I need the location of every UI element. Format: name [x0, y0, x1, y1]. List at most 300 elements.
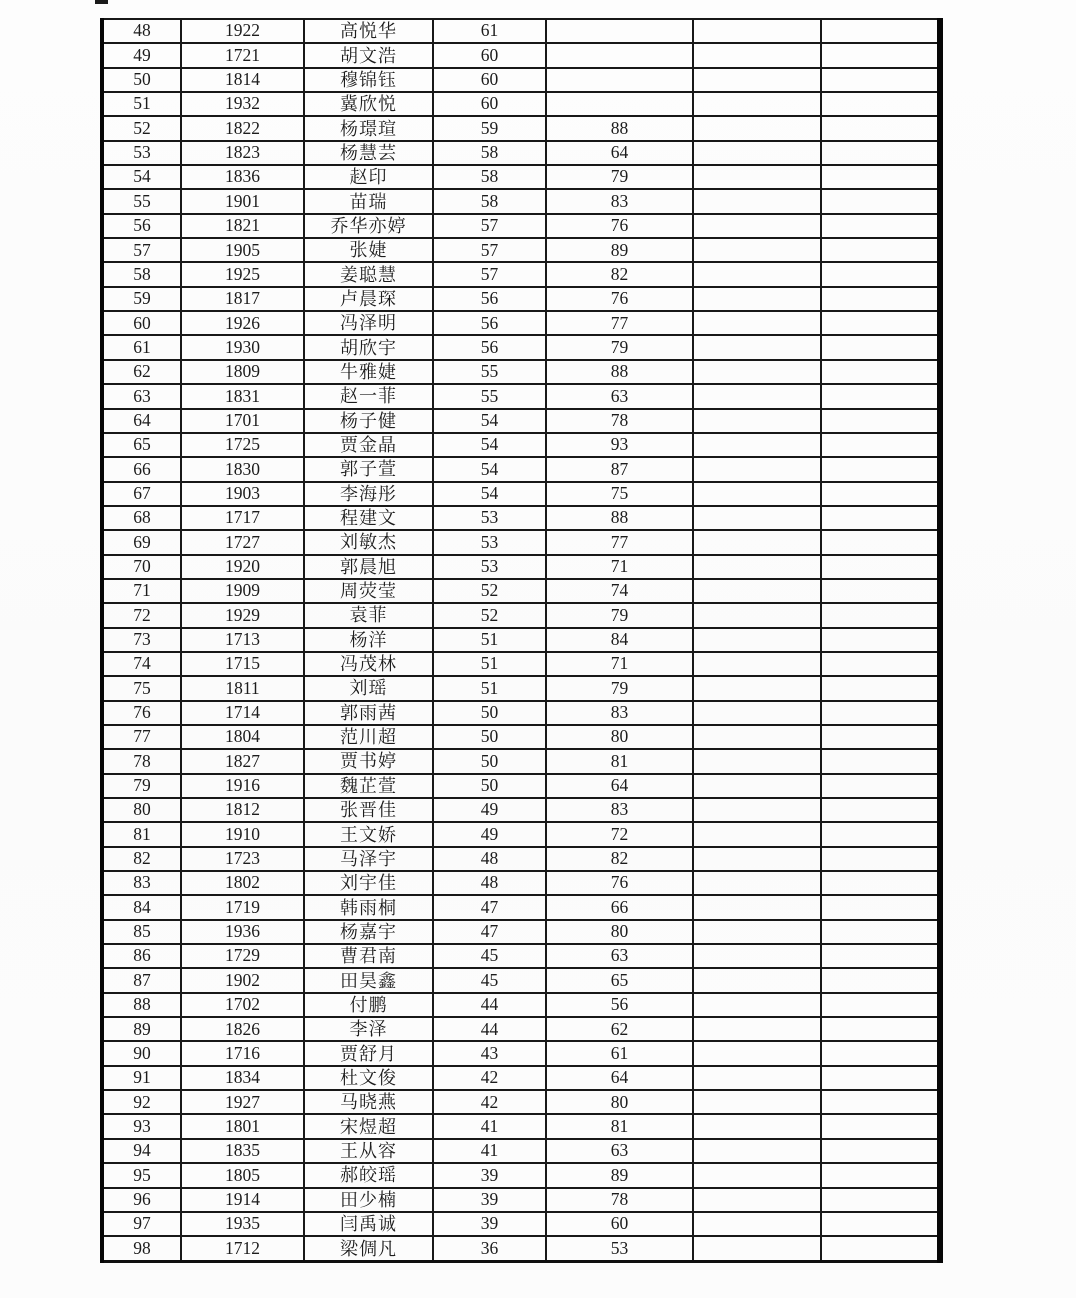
name-cell: 梁倜凡: [304, 1236, 433, 1261]
score-table-body: [102, 19, 940, 1262]
score2-cell: 88: [546, 360, 693, 384]
empty-cell-1: [693, 262, 821, 286]
empty-cell-1: [693, 847, 821, 871]
student-id-cell: 1713: [181, 628, 304, 652]
student-id-cell: 1802: [181, 871, 304, 895]
name-cell: 杨嘉宇: [304, 920, 433, 944]
empty-cell-2: [821, 1188, 940, 1212]
score1-cell: 51: [433, 628, 546, 652]
score1-cell: 53: [433, 506, 546, 530]
score1-cell: 60: [433, 43, 546, 67]
score2-cell: 72: [546, 822, 693, 846]
table-row: [102, 457, 940, 481]
student-id-cell: 1801: [181, 1114, 304, 1138]
table-row: [102, 287, 940, 311]
score2-cell: 62: [546, 1017, 693, 1041]
empty-cell-1: [693, 189, 821, 213]
table-row: [102, 968, 940, 992]
rank-cell: 61: [102, 335, 181, 359]
student-id-cell: 1823: [181, 141, 304, 165]
table-row: [102, 141, 940, 165]
empty-cell-2: [821, 822, 940, 846]
table-row: [102, 676, 940, 700]
score2-cell: 79: [546, 335, 693, 359]
score2-cell: 63: [546, 1139, 693, 1163]
student-id-cell: 1926: [181, 311, 304, 335]
rank-cell: 63: [102, 384, 181, 408]
rank-cell: 72: [102, 603, 181, 627]
score2-cell: 76: [546, 214, 693, 238]
student-id-cell: 1714: [181, 701, 304, 725]
empty-cell-2: [821, 993, 940, 1017]
empty-cell-2: [821, 262, 940, 286]
score2-cell: 88: [546, 116, 693, 140]
empty-cell-2: [821, 214, 940, 238]
empty-cell-1: [693, 360, 821, 384]
score2-cell: 75: [546, 482, 693, 506]
rank-cell: 87: [102, 968, 181, 992]
name-cell: 杜文俊: [304, 1066, 433, 1090]
empty-cell-2: [821, 920, 940, 944]
empty-cell-2: [821, 92, 940, 116]
table-row: [102, 895, 940, 919]
score1-cell: 55: [433, 384, 546, 408]
score2-cell: 83: [546, 189, 693, 213]
score1-cell: 41: [433, 1139, 546, 1163]
score1-cell: 44: [433, 1017, 546, 1041]
student-id-cell: 1814: [181, 68, 304, 92]
empty-cell-2: [821, 1017, 940, 1041]
empty-cell-1: [693, 19, 821, 43]
score2-cell: 61: [546, 1041, 693, 1065]
empty-cell-2: [821, 944, 940, 968]
table-row: [102, 1114, 940, 1138]
score2-cell: 89: [546, 1163, 693, 1187]
empty-cell-1: [693, 238, 821, 262]
empty-cell-1: [693, 871, 821, 895]
rank-cell: 60: [102, 311, 181, 335]
empty-cell-2: [821, 384, 940, 408]
table-row: [102, 1041, 940, 1065]
table-row: [102, 360, 940, 384]
student-id-cell: 1830: [181, 457, 304, 481]
student-id-cell: 1717: [181, 506, 304, 530]
empty-cell-1: [693, 968, 821, 992]
rank-cell: 97: [102, 1212, 181, 1236]
score1-cell: 57: [433, 214, 546, 238]
rank-cell: 66: [102, 457, 181, 481]
score1-cell: 39: [433, 1212, 546, 1236]
table-row: [102, 749, 940, 773]
table-row: [102, 506, 940, 530]
score1-cell: 53: [433, 530, 546, 554]
rank-cell: 79: [102, 774, 181, 798]
score1-cell: 61: [433, 19, 546, 43]
student-id-cell: 1716: [181, 1041, 304, 1065]
empty-cell-1: [693, 822, 821, 846]
empty-cell-1: [693, 457, 821, 481]
rank-cell: 94: [102, 1139, 181, 1163]
empty-cell-2: [821, 968, 940, 992]
table-row: [102, 1163, 940, 1187]
score2-cell: 79: [546, 676, 693, 700]
score2-cell: 74: [546, 579, 693, 603]
empty-cell-1: [693, 701, 821, 725]
empty-cell-1: [693, 749, 821, 773]
rank-cell: 83: [102, 871, 181, 895]
score1-cell: 58: [433, 141, 546, 165]
score1-cell: 48: [433, 871, 546, 895]
empty-cell-2: [821, 43, 940, 67]
name-cell: 贾书婷: [304, 749, 433, 773]
rank-cell: 85: [102, 920, 181, 944]
rank-cell: 98: [102, 1236, 181, 1261]
rank-cell: 49: [102, 43, 181, 67]
student-id-cell: 1935: [181, 1212, 304, 1236]
empty-cell-1: [693, 579, 821, 603]
score2-cell: 64: [546, 774, 693, 798]
name-cell: 贾金晶: [304, 433, 433, 457]
rank-cell: 75: [102, 676, 181, 700]
rank-cell: 59: [102, 287, 181, 311]
score2-cell: 77: [546, 311, 693, 335]
name-cell: 王从容: [304, 1139, 433, 1163]
score2-cell: 65: [546, 968, 693, 992]
student-id-cell: 1831: [181, 384, 304, 408]
rank-cell: 90: [102, 1041, 181, 1065]
rank-cell: 93: [102, 1114, 181, 1138]
student-id-cell: 1902: [181, 968, 304, 992]
rank-cell: 48: [102, 19, 181, 43]
empty-cell-2: [821, 530, 940, 554]
empty-cell-1: [693, 555, 821, 579]
score1-cell: 59: [433, 116, 546, 140]
student-id-cell: 1835: [181, 1139, 304, 1163]
student-id-cell: 1903: [181, 482, 304, 506]
student-id-cell: 1805: [181, 1163, 304, 1187]
score2-cell: 89: [546, 238, 693, 262]
score2-cell: 81: [546, 749, 693, 773]
score2-cell: [546, 68, 693, 92]
student-id-cell: 1927: [181, 1090, 304, 1114]
table-row: [102, 725, 940, 749]
empty-cell-1: [693, 482, 821, 506]
empty-cell-1: [693, 1188, 821, 1212]
student-id-cell: 1914: [181, 1188, 304, 1212]
score2-cell: 71: [546, 555, 693, 579]
score2-cell: 82: [546, 847, 693, 871]
empty-cell-2: [821, 895, 940, 919]
table-row: [102, 433, 940, 457]
empty-cell-1: [693, 676, 821, 700]
score1-cell: 60: [433, 68, 546, 92]
name-cell: 范川超: [304, 725, 433, 749]
student-id-cell: 1920: [181, 555, 304, 579]
empty-cell-2: [821, 287, 940, 311]
table-row: [102, 384, 940, 408]
table-row: [102, 701, 940, 725]
student-id-cell: 1930: [181, 335, 304, 359]
score1-cell: 49: [433, 798, 546, 822]
empty-cell-1: [693, 1017, 821, 1041]
score2-cell: 84: [546, 628, 693, 652]
score1-cell: 50: [433, 725, 546, 749]
name-cell: 闫禹诚: [304, 1212, 433, 1236]
score2-cell: 76: [546, 871, 693, 895]
empty-cell-2: [821, 311, 940, 335]
table-row: [102, 1017, 940, 1041]
score1-cell: 56: [433, 287, 546, 311]
student-id-cell: 1834: [181, 1066, 304, 1090]
empty-cell-1: [693, 944, 821, 968]
empty-cell-2: [821, 798, 940, 822]
table-row: [102, 214, 940, 238]
score1-cell: 39: [433, 1188, 546, 1212]
score2-cell: [546, 43, 693, 67]
empty-cell-1: [693, 335, 821, 359]
student-id-cell: 1727: [181, 530, 304, 554]
name-cell: 贾舒月: [304, 1041, 433, 1065]
name-cell: 赵一菲: [304, 384, 433, 408]
name-cell: 魏芷萱: [304, 774, 433, 798]
score1-cell: 57: [433, 238, 546, 262]
score2-cell: 79: [546, 165, 693, 189]
score1-cell: 44: [433, 993, 546, 1017]
empty-cell-1: [693, 1114, 821, 1138]
score1-cell: 42: [433, 1066, 546, 1090]
rank-cell: 77: [102, 725, 181, 749]
name-cell: 杨洋: [304, 628, 433, 652]
empty-cell-2: [821, 701, 940, 725]
score2-cell: 93: [546, 433, 693, 457]
score1-cell: 47: [433, 895, 546, 919]
name-cell: 冯茂林: [304, 652, 433, 676]
score2-cell: 88: [546, 506, 693, 530]
empty-cell-1: [693, 993, 821, 1017]
score1-cell: 51: [433, 652, 546, 676]
cropped-border-artifact: [95, 0, 108, 4]
score2-cell: 80: [546, 920, 693, 944]
student-id-cell: 1936: [181, 920, 304, 944]
empty-cell-2: [821, 847, 940, 871]
empty-cell-1: [693, 920, 821, 944]
empty-cell-1: [693, 116, 821, 140]
table-row: [102, 579, 940, 603]
name-cell: 胡文浩: [304, 43, 433, 67]
score1-cell: 56: [433, 311, 546, 335]
score1-cell: 60: [433, 92, 546, 116]
score1-cell: 52: [433, 603, 546, 627]
score2-cell: 83: [546, 701, 693, 725]
rank-cell: 84: [102, 895, 181, 919]
empty-cell-2: [821, 482, 940, 506]
empty-cell-1: [693, 43, 821, 67]
score1-cell: 57: [433, 262, 546, 286]
empty-cell-2: [821, 238, 940, 262]
score1-cell: 49: [433, 822, 546, 846]
empty-cell-1: [693, 1163, 821, 1187]
rank-cell: 76: [102, 701, 181, 725]
table-row: [102, 311, 940, 335]
empty-cell-2: [821, 725, 940, 749]
empty-cell-1: [693, 384, 821, 408]
score1-cell: 54: [433, 409, 546, 433]
name-cell: 穆锦钰: [304, 68, 433, 92]
empty-cell-1: [693, 895, 821, 919]
name-cell: 宋煜超: [304, 1114, 433, 1138]
score2-cell: 77: [546, 530, 693, 554]
student-id-cell: 1715: [181, 652, 304, 676]
score2-cell: 64: [546, 141, 693, 165]
score1-cell: 58: [433, 189, 546, 213]
empty-cell-1: [693, 628, 821, 652]
score1-cell: 58: [433, 165, 546, 189]
table-row: [102, 774, 940, 798]
student-id-cell: 1725: [181, 433, 304, 457]
score2-cell: 83: [546, 798, 693, 822]
empty-cell-1: [693, 409, 821, 433]
rank-cell: 69: [102, 530, 181, 554]
name-cell: 高悦华: [304, 19, 433, 43]
score2-cell: 71: [546, 652, 693, 676]
student-id-cell: 1721: [181, 43, 304, 67]
empty-cell-1: [693, 68, 821, 92]
rank-cell: 58: [102, 262, 181, 286]
score1-cell: 48: [433, 847, 546, 871]
table-row: [102, 1139, 940, 1163]
empty-cell-2: [821, 116, 940, 140]
rank-cell: 91: [102, 1066, 181, 1090]
table-row: [102, 409, 940, 433]
table-row: [102, 993, 940, 1017]
score2-cell: [546, 19, 693, 43]
rank-cell: 81: [102, 822, 181, 846]
rank-cell: 95: [102, 1163, 181, 1187]
empty-cell-1: [693, 1139, 821, 1163]
empty-cell-2: [821, 1041, 940, 1065]
student-id-cell: 1804: [181, 725, 304, 749]
student-id-cell: 1817: [181, 287, 304, 311]
rank-cell: 88: [102, 993, 181, 1017]
name-cell: 李海彤: [304, 482, 433, 506]
score2-cell: 63: [546, 944, 693, 968]
name-cell: 刘宇佳: [304, 871, 433, 895]
empty-cell-2: [821, 141, 940, 165]
empty-cell-1: [693, 1236, 821, 1261]
rank-cell: 86: [102, 944, 181, 968]
table-row: [102, 1066, 940, 1090]
score2-cell: 80: [546, 1090, 693, 1114]
name-cell: 程建文: [304, 506, 433, 530]
score2-cell: 78: [546, 409, 693, 433]
score2-cell: 64: [546, 1066, 693, 1090]
score1-cell: 39: [433, 1163, 546, 1187]
rank-cell: 65: [102, 433, 181, 457]
name-cell: 郭雨茜: [304, 701, 433, 725]
name-cell: 郭晨旭: [304, 555, 433, 579]
name-cell: 郝皎瑶: [304, 1163, 433, 1187]
student-id-cell: 1811: [181, 676, 304, 700]
empty-cell-2: [821, 749, 940, 773]
empty-cell-2: [821, 506, 940, 530]
student-id-cell: 1821: [181, 214, 304, 238]
score1-cell: 54: [433, 482, 546, 506]
empty-cell-1: [693, 165, 821, 189]
empty-cell-2: [821, 335, 940, 359]
score2-cell: 78: [546, 1188, 693, 1212]
table-row: [102, 920, 940, 944]
student-id-cell: 1932: [181, 92, 304, 116]
student-id-cell: 1822: [181, 116, 304, 140]
score1-cell: 56: [433, 335, 546, 359]
student-id-cell: 1901: [181, 189, 304, 213]
name-cell: 杨慧芸: [304, 141, 433, 165]
score2-cell: 60: [546, 1212, 693, 1236]
rank-cell: 96: [102, 1188, 181, 1212]
table-row: [102, 652, 940, 676]
table-row: [102, 165, 940, 189]
empty-cell-1: [693, 652, 821, 676]
name-cell: 张婕: [304, 238, 433, 262]
score1-cell: 45: [433, 968, 546, 992]
empty-cell-2: [821, 1090, 940, 1114]
empty-cell-2: [821, 1114, 940, 1138]
table-row: [102, 798, 940, 822]
rank-cell: 74: [102, 652, 181, 676]
table-row: [102, 189, 940, 213]
empty-cell-1: [693, 1212, 821, 1236]
score1-cell: 51: [433, 676, 546, 700]
score2-cell: 82: [546, 262, 693, 286]
empty-cell-2: [821, 165, 940, 189]
empty-cell-1: [693, 506, 821, 530]
name-cell: 刘敏杰: [304, 530, 433, 554]
empty-cell-2: [821, 1236, 940, 1261]
name-cell: 张晋佳: [304, 798, 433, 822]
rank-cell: 92: [102, 1090, 181, 1114]
name-cell: 韩雨桐: [304, 895, 433, 919]
name-cell: 卢晨琛: [304, 287, 433, 311]
empty-cell-2: [821, 603, 940, 627]
name-cell: 冯泽明: [304, 311, 433, 335]
rank-cell: 55: [102, 189, 181, 213]
rank-cell: 68: [102, 506, 181, 530]
rank-cell: 56: [102, 214, 181, 238]
rank-cell: 53: [102, 141, 181, 165]
table-row: [102, 1236, 940, 1261]
score1-cell: 50: [433, 774, 546, 798]
empty-cell-1: [693, 725, 821, 749]
empty-cell-2: [821, 360, 940, 384]
empty-cell-1: [693, 92, 821, 116]
rank-cell: 50: [102, 68, 181, 92]
student-id-cell: 1925: [181, 262, 304, 286]
rank-cell: 78: [102, 749, 181, 773]
empty-cell-2: [821, 628, 940, 652]
empty-cell-1: [693, 774, 821, 798]
rank-cell: 73: [102, 628, 181, 652]
name-cell: 杨子健: [304, 409, 433, 433]
name-cell: 冀欣悦: [304, 92, 433, 116]
name-cell: 田少楠: [304, 1188, 433, 1212]
score2-cell: 79: [546, 603, 693, 627]
table-row: [102, 847, 940, 871]
score2-cell: 66: [546, 895, 693, 919]
score2-cell: 53: [546, 1236, 693, 1261]
name-cell: 杨璟瑄: [304, 116, 433, 140]
name-cell: 赵印: [304, 165, 433, 189]
empty-cell-2: [821, 19, 940, 43]
